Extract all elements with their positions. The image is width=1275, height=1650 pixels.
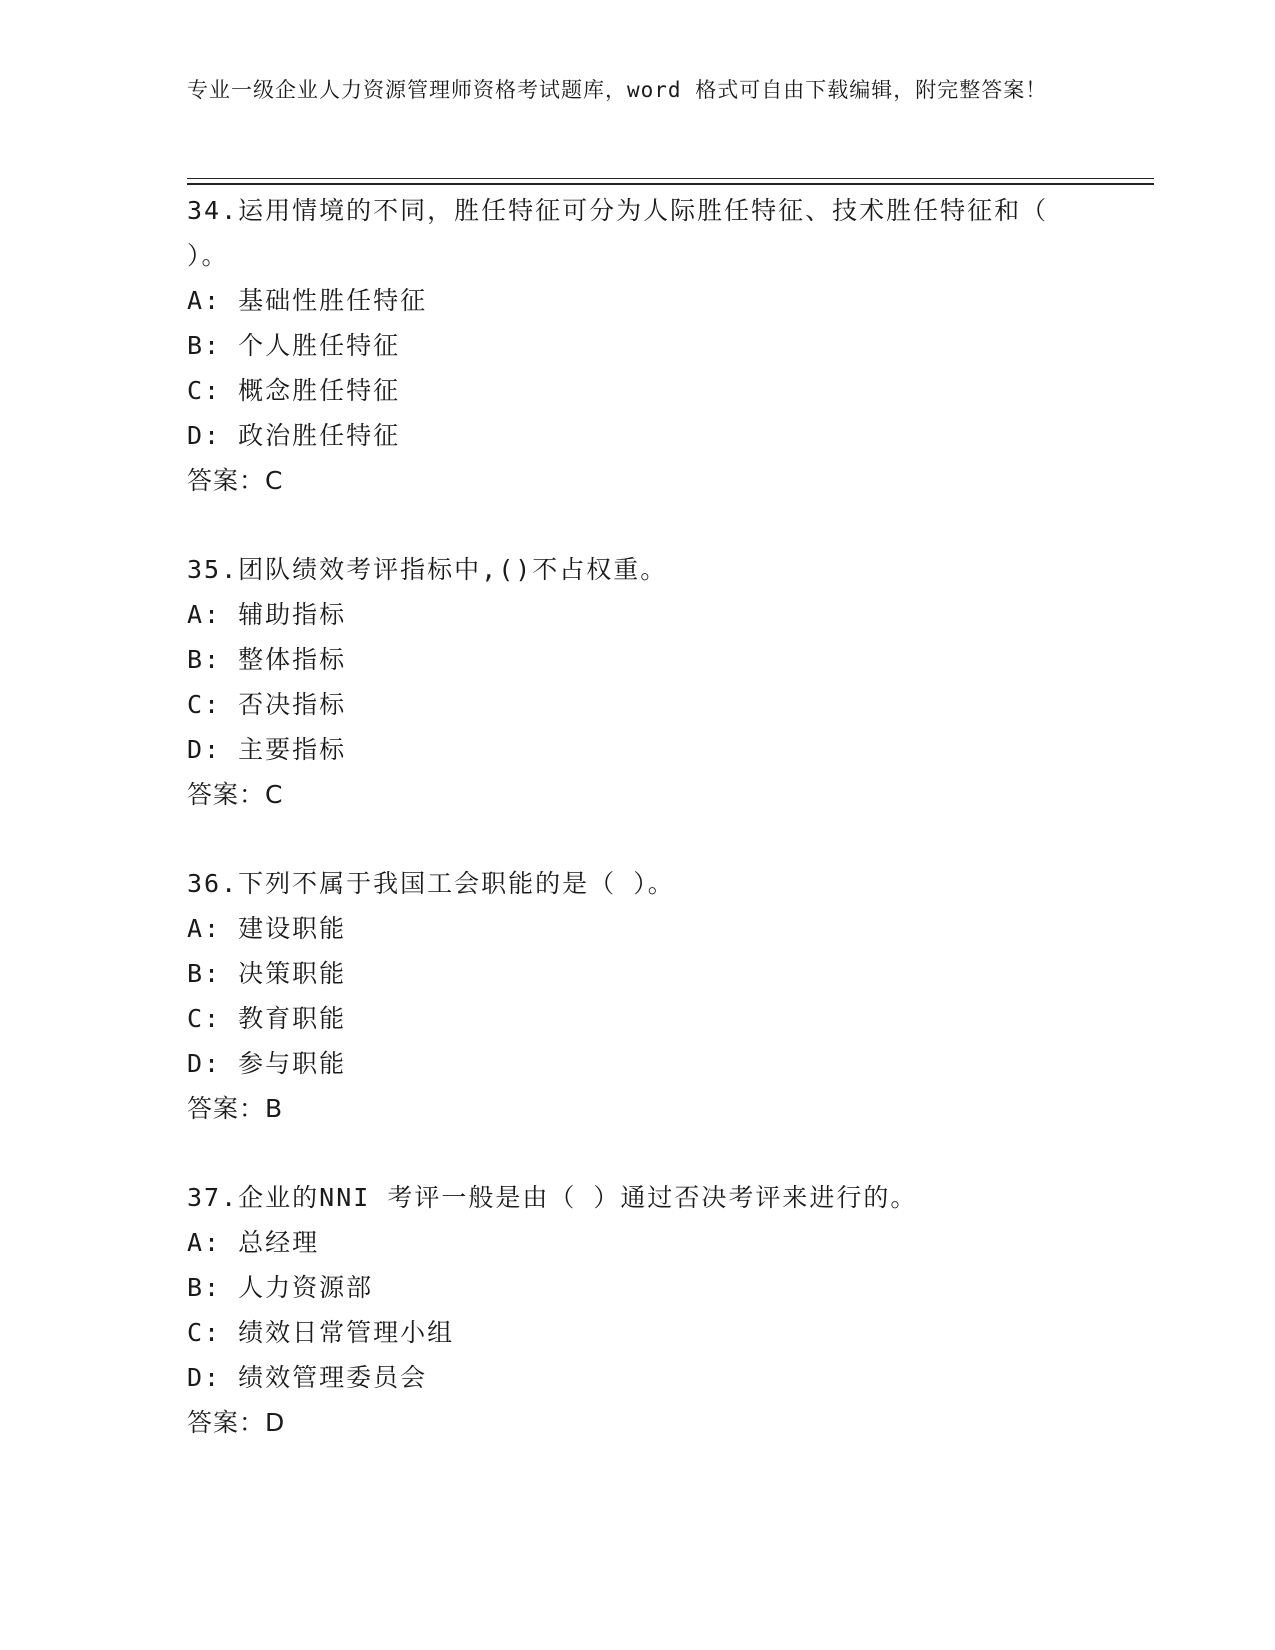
option-b: B: 整体指标	[187, 645, 347, 674]
option-a: A: 辅助指标	[187, 600, 347, 629]
answer: 答案：C	[187, 780, 284, 809]
option-b: B: 个人胜任特征	[187, 331, 401, 360]
question-36	[187, 861, 1087, 1131]
option-b: B: 决策职能	[187, 959, 347, 988]
option-c: C: 概念胜任特征	[187, 376, 401, 405]
question-list	[187, 188, 1087, 1489]
question-stem: 34.运用情境的不同，胜任特征可分为人际胜任特征、技术胜任特征和（ ）。	[187, 196, 1049, 270]
answer: 答案：D	[187, 1408, 286, 1437]
question-stem: 36.下列不属于我国工会职能的是（ ）。	[187, 869, 675, 898]
question-stem: 35.团队绩效考评指标中,()不占权重。	[187, 555, 668, 584]
option-c: C: 绩效日常管理小组	[187, 1318, 455, 1347]
option-a: A: 总经理	[187, 1228, 320, 1257]
answer: 答案：B	[187, 1094, 284, 1123]
question-35	[187, 547, 1087, 817]
option-d: D: 主要指标	[187, 735, 347, 764]
header-rule-thick	[187, 183, 1154, 185]
page-header: 专业一级企业人力资源管理师资格考试题库，word 格式可自由下载编辑，附完整答案！	[187, 78, 1048, 102]
option-b: B: 人力资源部	[187, 1273, 374, 1302]
question-stem: 37.企业的NNI 考评一般是由（ ）通过否决考评来进行的。	[187, 1183, 918, 1212]
question-34	[187, 188, 1087, 503]
answer: 答案：C	[187, 466, 284, 495]
question-37	[187, 1175, 1087, 1445]
option-d: D: 参与职能	[187, 1049, 347, 1078]
option-d: D: 政治胜任特征	[187, 421, 401, 450]
option-c: C: 否决指标	[187, 690, 347, 719]
option-d: D: 绩效管理委员会	[187, 1363, 428, 1392]
option-a: A: 基础性胜任特征	[187, 286, 428, 315]
option-a: A: 建设职能	[187, 914, 347, 943]
option-c: C: 教育职能	[187, 1004, 347, 1033]
header-rule-thin	[187, 178, 1154, 179]
